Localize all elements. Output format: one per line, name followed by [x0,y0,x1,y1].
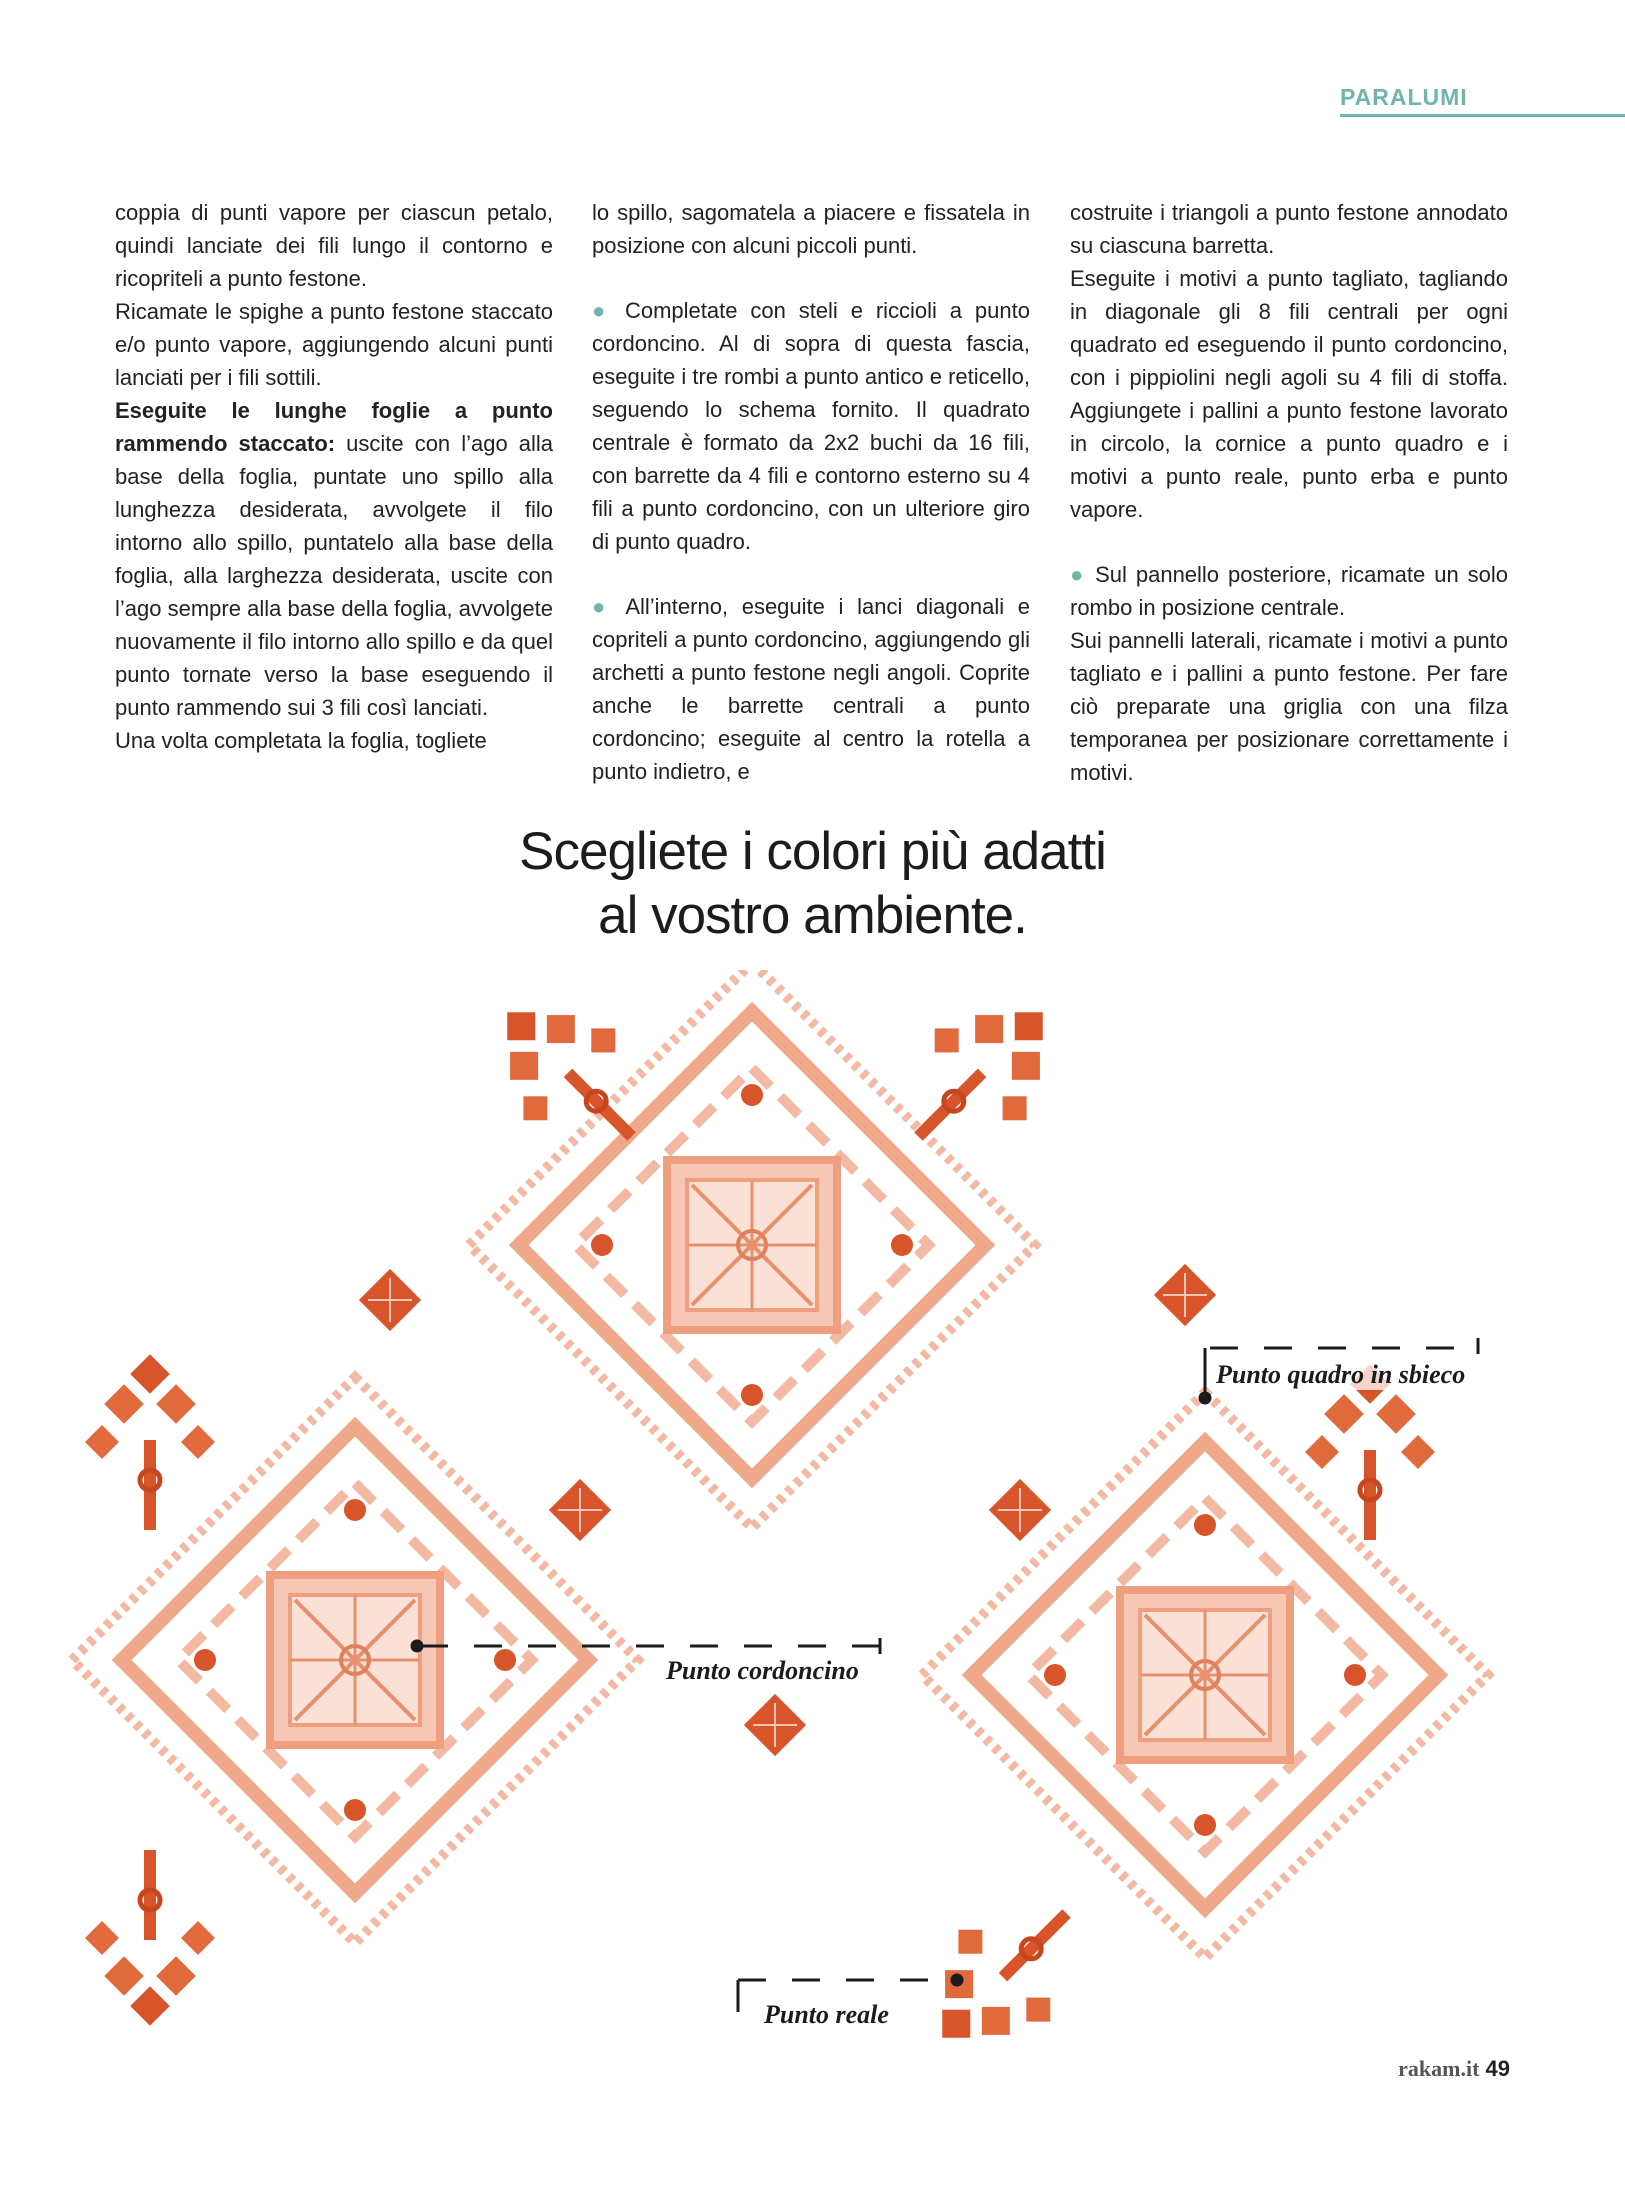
section-rule [1340,114,1625,117]
headline-line-1: Scegliete i colori più adatti [519,822,1106,881]
paragraph: Sui pannelli laterali, ricamate i motivi a punto tagliato e i pallini a punto festone. Per fare ciò preparate una griglia con una filza temporanea per posizionare correttamente i motivi. [1070,628,1508,785]
paragraph-text: Sul pannello posteriore, ricamate un solo rombo in posizione centrale. [1070,562,1508,620]
paragraph [115,394,553,724]
text-column-2 [592,196,1030,788]
label-punto-quadro: Punto quadro in sbieco [1212,1360,1469,1390]
site-name: rakam.it [1398,2056,1480,2081]
headline-line-2: al vostro ambiente. [598,886,1027,945]
label-punto-reale: Punto reale [760,2000,893,2030]
paragraph: coppia di punti vapore per ciascun petalo, quindi lanciate dei fili lungo il contorno e ricopriteli a punto festone. [115,200,553,291]
paragraph: costruite i triangoli a punto festone annodato su ciascuna barretta. [1070,200,1508,258]
paragraph: Eseguite i motivi a punto tagliato, tagliando in diagonale gli 8 fili centrali per ogni quadrato ed eseguendo il punto cordoncino, con i pippiolini negli agoli su 4 fili di stoffa. Aggiungete i pallini a punto festone lavorato in circolo, la cornice a punto quadro e i motivi a punto reale, punto erba e punto vapore. [1070,266,1508,522]
headline [0,820,1625,948]
page-number: 49 [1485,2056,1510,2081]
bold-lead: Eseguite le lunghe foglie a punto rammendo staccato: [115,398,553,456]
bullet-icon: ● [1070,562,1087,587]
page-footer [1398,2056,1510,2082]
paragraph-text: All’interno, eseguite i lanci diagonali e copriteli a punto cordoncino, aggiungendo gli archetti a punto festone negli angoli. Coprite anche le barrette centrali a punto cordoncino; eseguite al centro la rotella a punto indietro, e [592,594,1031,784]
bullet-icon: ● [592,594,613,619]
paragraph-rest: uscite con l’ago alla base della foglia, puntate uno spillo alla lunghezza desiderata, avvolgete il filo intorno allo spillo, puntatelo alla base della foglia, alla larghezza desiderata, uscite con l’ago sempre alla base della foglia, avvolgete nuovamente il filo intorno allo spillo e da quel punto tornate verso la base eseguendo il punto rammendo sui 3 fili così lanciati. [115,431,553,720]
text-column-1 [115,196,553,757]
text-column-3 [1070,196,1508,789]
paragraph [1070,558,1508,624]
section-tag: PARALUMI [1340,84,1468,110]
paragraph-text: Completate con steli e riccioli a punto cordoncino. Al di sopra di questa fascia, eseguite i tre rombi a punto antico e reticello, seguendo lo schema fornito. Il quadrato centrale è formato da 2x2 buchi da 16 fili, con barrette da 4 fili e contorno esterno su 4 fili a punto cordoncino, con un ulteriore giro di punto quadro. [592,298,1030,554]
paragraph: lo spillo, sagomatela a piacere e fissatela in posizione con alcuni piccoli punti. [592,200,1030,258]
label-punto-cordoncino: Punto cordoncino [662,1656,863,1686]
paragraph [592,294,1030,558]
paragraph: Ricamate le spighe a punto festone staccato e/o punto vapore, aggiungendo alcuni punti lanciati per i fili sottili. [115,299,553,390]
paragraph [592,590,1030,788]
bullet-icon: ● [592,298,613,323]
embroidery-photo [0,970,1625,2070]
paragraph: Una volta completata la foglia, togliete [115,728,487,753]
